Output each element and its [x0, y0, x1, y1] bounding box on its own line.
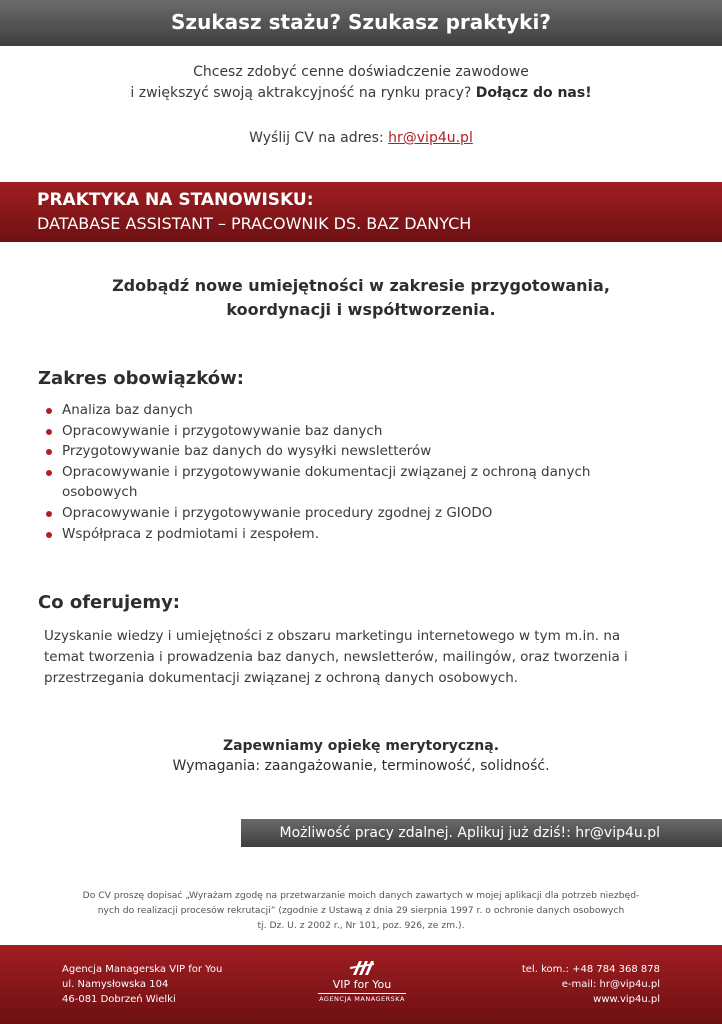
- banner-title: Szukasz stażu? Szukasz praktyki?: [171, 10, 551, 34]
- list-item: Opracowywanie i przygotowywanie dokumentacji związanej z ochroną danych osobowych: [44, 462, 644, 503]
- cv-prefix: Wyślij CV na adres:: [249, 130, 384, 146]
- remote-work-text: Możliwość pracy zdalnej. Aplikuj już dziś!: hr@vip4u.pl: [279, 825, 660, 841]
- logo-subtitle: AGENCJA MANAGERSKA: [319, 995, 405, 1003]
- position-title: DATABASE ASSISTANT – PRACOWNIK DS. BAZ DANYCH: [37, 214, 472, 233]
- footer-address: [62, 962, 222, 1007]
- headline-line-1: Zdobądź nowe umiejętności w zakresie przygotowania,: [112, 276, 610, 295]
- logo-brand: VIP for You: [332, 978, 392, 991]
- company-name: Agencja Managerska VIP for You: [62, 964, 223, 975]
- list-item: Współpraca z podmiotami i zespołem.: [44, 524, 644, 545]
- footer-contact: [522, 962, 660, 1007]
- headline-line-2: koordynacji i współtworzenia.: [226, 300, 496, 319]
- duties-list: [44, 400, 644, 544]
- footer: [0, 945, 722, 1024]
- position-banner: [0, 182, 722, 242]
- join-cta: Dołącz do nas!: [475, 85, 592, 101]
- bullet-icon: [46, 532, 52, 538]
- consent-line-1: Do CV proszę dopisać „Wyrażam zgodę na przetwarzanie moich danych zawartych w mojej aplikacji dla potrzeb niezbęd-: [82, 890, 640, 901]
- requirements-line: Wymagania: zaangażowanie, terminowość, solidność.: [172, 758, 550, 774]
- cv-email-link[interactable]: hr@vip4u.pl: [388, 130, 473, 146]
- offer-title: Co oferujemy:: [38, 592, 181, 613]
- bullet-icon: [46, 470, 52, 476]
- list-item: Opracowywanie i przygotowywanie baz danych: [44, 421, 644, 442]
- list-item: Przygotowywanie baz danych do wysyłki newsletterów: [44, 441, 644, 462]
- website-link[interactable]: www.vip4u.pl: [593, 994, 660, 1005]
- offer-text: Uzyskanie wiedzy i umiejętności z obszaru marketingu internetowego w tym m.in. na temat tworzenia i prowadzenia baz danych, newsletterów, mailingów, oraz tworzenia i przestrzegania dokumentacji związanej z ochroną danych osobowych.: [44, 628, 628, 686]
- top-banner: [0, 0, 722, 46]
- intro-text: [0, 62, 722, 104]
- phone: tel. kom.: +48 784 368 878: [521, 964, 660, 975]
- headline: [0, 274, 722, 322]
- care-line-1: Zapewniamy opiekę merytoryczną.: [222, 738, 500, 754]
- duties-title: Zakres obowiązków:: [38, 368, 244, 389]
- bullet-icon: [46, 408, 52, 414]
- position-label: PRAKTYKA NA STANOWISKU:: [37, 190, 314, 210]
- bullet-icon: [46, 511, 52, 517]
- consent-note: [50, 888, 672, 933]
- city: 46-081 Dobrzeń Wielki: [62, 994, 176, 1005]
- logo-icon: [349, 957, 375, 977]
- intro-line-1: Chcesz zdobyć cenne doświadczenie zawodowe: [193, 64, 529, 80]
- list-item: Opracowywanie i przygotowywanie procedury zgodnej z GIODO: [44, 503, 644, 524]
- consent-line-3: tj. Dz. U. z 2002 r., Nr 101, poz. 926, ze zm.).: [257, 920, 465, 931]
- street: ul. Namysłowska 104: [62, 979, 169, 990]
- list-item: Analiza baz danych: [44, 400, 644, 421]
- company-logo: [318, 957, 406, 1003]
- intro-line-2: i zwiększyć swoją aktrakcyjność na rynku pracy? Dołącz do nas!: [130, 85, 592, 101]
- care-block: [0, 736, 722, 776]
- cv-instruction: [0, 130, 722, 146]
- bullet-icon: [46, 429, 52, 435]
- remote-work-banner: [241, 819, 722, 847]
- email-link[interactable]: e-mail: hr@vip4u.pl: [561, 979, 660, 990]
- bullet-icon: [46, 449, 52, 455]
- consent-line-2: nych do realizacji procesów rekrutacji” (zgodnie z Ustawą z dnia 29 sierpnia 1997 r. o ochronie danych osobowych: [97, 905, 625, 916]
